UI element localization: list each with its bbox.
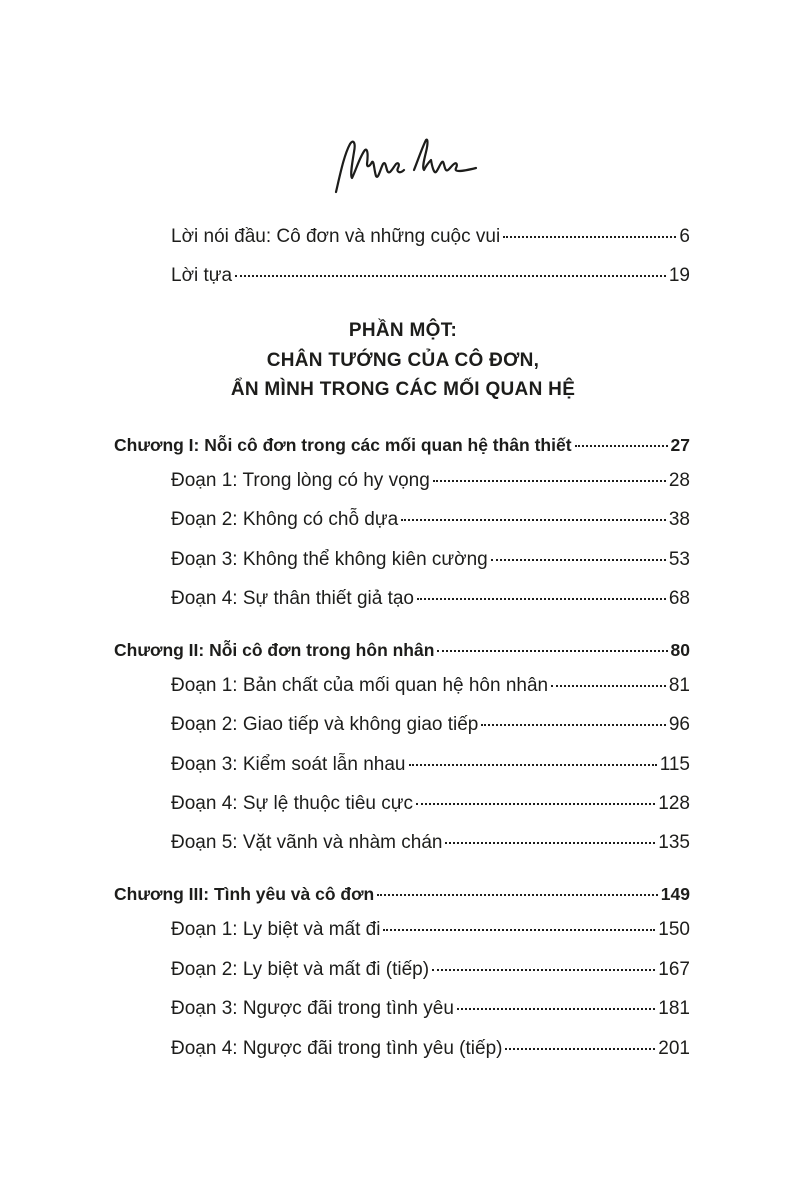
toc-section-label: Đoạn 5: Vặt vãnh và nhàm chán: [171, 832, 443, 853]
dot-leader: [457, 1008, 655, 1010]
toc-section-page: 167: [658, 959, 690, 980]
toc-chapter-3[interactable]: [114, 881, 690, 907]
toc-section-page: 181: [658, 998, 690, 1019]
dot-leader: [437, 650, 667, 652]
toc-section[interactable]: [171, 752, 690, 778]
toc-section-page: 201: [658, 1038, 690, 1059]
dot-leader: [481, 724, 665, 726]
toc-section-page: 81: [668, 675, 690, 696]
dot-leader: [409, 764, 657, 766]
toc-section[interactable]: [171, 586, 690, 612]
toc-section[interactable]: [171, 996, 690, 1022]
toc-entry-preface[interactable]: [171, 224, 690, 250]
toc-section-page: 150: [658, 919, 690, 940]
toc-section[interactable]: [171, 673, 690, 699]
toc-section[interactable]: [171, 547, 690, 573]
toc-chapter-2[interactable]: [114, 637, 690, 663]
toc-section-label: Đoạn 1: Bản chất của mối quan hệ hôn nhân: [171, 675, 549, 696]
toc-section[interactable]: [171, 712, 690, 738]
dot-leader: [401, 519, 666, 521]
part-heading-line3: ẨN MÌNH TRONG CÁC MỐI QUAN HỆ: [230, 379, 576, 400]
toc-entry-label: Lời nói đầu: Cô đơn và những cuộc vui: [171, 226, 501, 247]
toc-chapter-page: 80: [670, 640, 690, 660]
toc-section-page: 96: [668, 714, 690, 735]
toc-entry-page: 19: [668, 265, 690, 286]
toc-section-page: 38: [668, 509, 690, 530]
toc-entry-page: 6: [679, 226, 690, 247]
dot-leader: [491, 559, 666, 561]
dot-leader: [503, 236, 676, 238]
toc-chapter-page: 149: [660, 884, 690, 904]
dot-leader: [235, 275, 666, 277]
toc-section[interactable]: [171, 507, 690, 533]
toc-section-label: Đoạn 4: Ngược đãi trong tình yêu (tiếp): [171, 1038, 503, 1059]
part-heading-line2: CHÂN TƯỚNG CỦA CÔ ĐƠN,: [266, 350, 540, 371]
part-heading-line1: PHẦN MỘT:: [348, 320, 458, 341]
toc-section-label: Đoạn 3: Ngược đãi trong tình yêu: [171, 998, 454, 1019]
toc-entry-label: Lời tựa: [171, 265, 233, 286]
dot-leader: [551, 685, 666, 687]
toc-chapter-label: Chương III: Tình yêu và cô đơn: [114, 884, 375, 904]
toc-section[interactable]: [171, 830, 690, 856]
toc-section-label: Đoạn 2: Không có chỗ dựa: [171, 509, 399, 530]
dot-leader: [445, 842, 655, 844]
dot-leader: [433, 480, 666, 482]
toc-section-page: 115: [659, 754, 690, 775]
toc-entry-foreword[interactable]: [171, 263, 690, 289]
dot-leader: [432, 969, 655, 971]
dot-leader: [377, 894, 658, 896]
toc-section[interactable]: [171, 917, 690, 943]
toc-section-label: Đoạn 3: Kiểm soát lẫn nhau: [171, 754, 406, 775]
toc-section[interactable]: [171, 791, 690, 817]
dot-leader: [383, 929, 655, 931]
toc-section-page: 135: [658, 832, 690, 853]
toc-section[interactable]: [171, 1036, 690, 1062]
toc-section-page: 128: [658, 793, 690, 814]
toc-chapter-label: Chương II: Nỗi cô đơn trong hôn nhân: [114, 640, 435, 660]
dot-leader: [417, 598, 666, 600]
toc-section[interactable]: [171, 468, 690, 494]
dot-leader: [416, 803, 655, 805]
toc-chapter-page: 27: [670, 435, 690, 455]
toc-chapter-label: Chương I: Nỗi cô đơn trong các mối quan hệ thân thiết: [114, 435, 572, 455]
toc-section-label: Đoạn 2: Ly biệt và mất đi (tiếp): [171, 959, 430, 980]
dot-leader: [575, 445, 668, 447]
toc-section-label: Đoạn 2: Giao tiếp và không giao tiếp: [171, 714, 479, 735]
toc-section-page: 53: [668, 549, 690, 570]
toc-chapter-1[interactable]: [114, 432, 690, 458]
toc-section-label: Đoạn 4: Sự thân thiết giả tạo: [171, 588, 414, 609]
toc-section-page: 68: [668, 588, 690, 609]
toc-section-label: Đoạn 4: Sự lệ thuộc tiêu cực: [171, 793, 413, 814]
toc-section[interactable]: [171, 957, 690, 983]
dot-leader: [505, 1048, 655, 1050]
toc-section-label: Đoạn 3: Không thể không kiên cường: [171, 549, 488, 570]
toc-section-page: 28: [668, 470, 690, 491]
toc-section-label: Đoạn 1: Ly biệt và mất đi: [171, 919, 381, 940]
toc-section-label: Đoạn 1: Trong lòng có hy vọng: [171, 470, 430, 491]
